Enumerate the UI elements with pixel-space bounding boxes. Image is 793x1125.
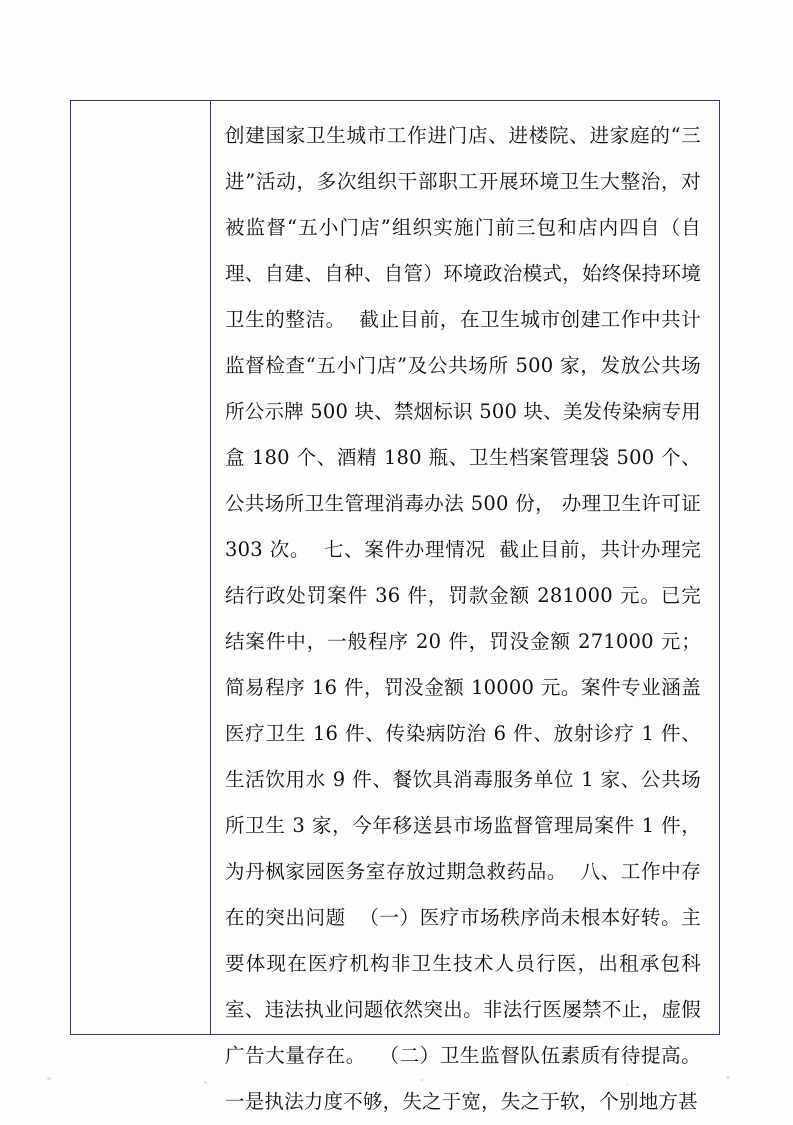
table-label-text (71, 101, 210, 111)
scan-speckle (726, 1076, 730, 1079)
table-label-column (71, 101, 211, 1034)
table-body-paragraph: 创建国家卫生城市工作进门店、进楼院、进家庭的“三进”活动，多次组织干部职工开展环境卫生大整治，对被监督“五小门店”组织实施门前三包和店内四自（自理、自建、自种、自管）环境政治模式，始终保持环境卫生的整洁。 截止目前，在卫生城市创建工作中共计监督检查“五小门店”及公共场所 500 家，发放公共场所公示牌 500 块、禁烟标识 500 块、美发传染病专用盒 180 个、酒精 180 瓶、卫生档案管理袋 500 个、公共场所卫生管理消毒办法 500 份， 办理卫生许可证 303 次。 七、案件办理情况 截止目前，共计办理完结行政处罚案件 36 件，罚款金额 281000 元。已完结案件中，一般程序 20 件，罚没金额 271000 元；简易程序 16 件，罚没金额 10000 元。案件专业涵盖医疗卫生 16 件、传染病防治 6 件、放射诊疗 1 件、生活饮用水 9 件、餐饮具消毒服务单位 1 家、公共场所卫生 3 家，今年移送县市场监督管理局案件 1 件，为丹枫家园医务室存放过期急救药品。 八、工作中存在的突出问题 （一）医疗市场秩序尚未根本好转。主要体现在医疗机构非卫生技术人员行医，出租承包科室、违法执业问题依然突出。非法行医屡禁不止，虚假广告大量存在。 （二）卫生监督队伍素质有待提高。一是执法力度不够，失之于宽，失之于软，个别地方甚 (225, 124, 708, 1113)
scan-speckle (626, 1084, 628, 1086)
document-table (70, 100, 720, 1113)
scan-speckle (420, 1079, 423, 1081)
scan-speckle (47, 1077, 51, 1080)
scan-speckle (204, 1081, 207, 1084)
table-body-column (211, 101, 719, 1113)
